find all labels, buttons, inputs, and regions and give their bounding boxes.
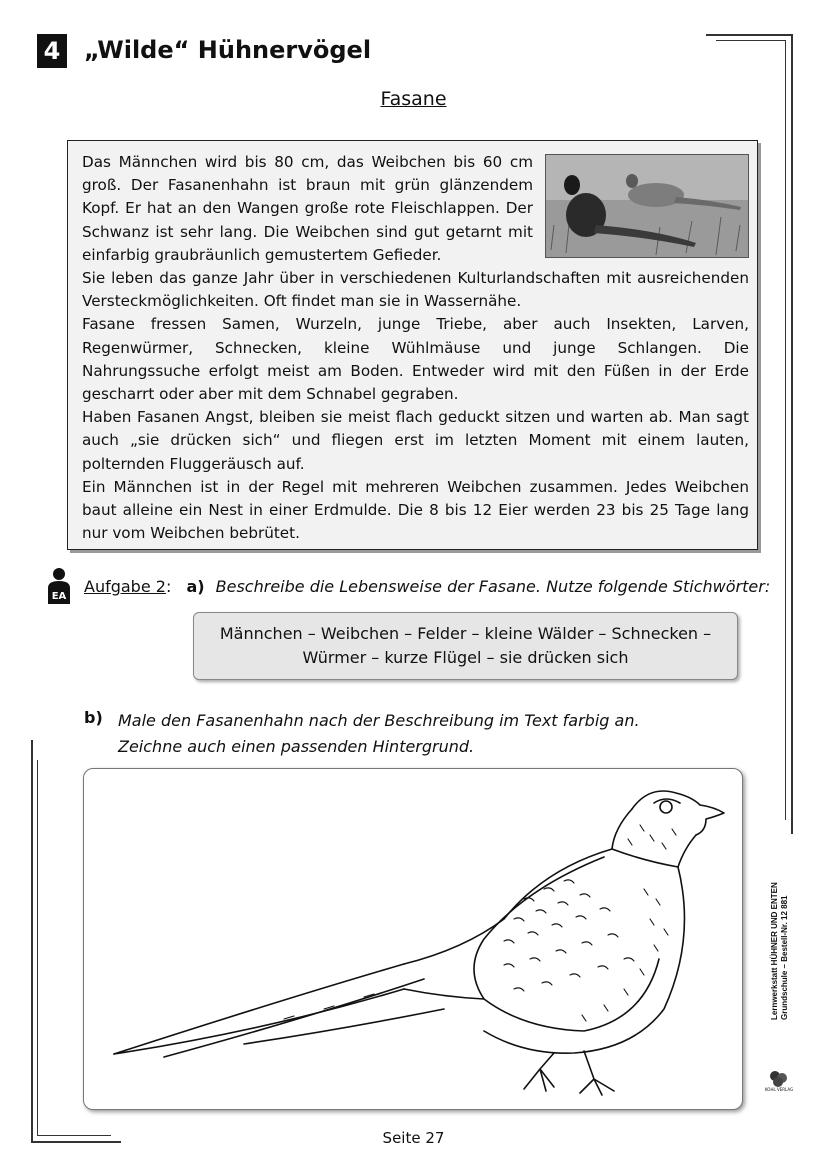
side-credit <box>770 882 790 1020</box>
side-credit-line-2: Grundschule – Bestell-Nr. 12 881 <box>780 895 789 1020</box>
page-number: Seite 27 <box>382 1129 445 1147</box>
info-paragraph-2: Sie leben das ganze Jahr über in verschiedenen Kulturlandschaften mit ausreichenden Versteckmöglichkeiten. Oft findet man sie in Wassernähe. <box>82 269 749 311</box>
task-a-letter: a) <box>186 577 205 596</box>
coloring-area <box>83 768 743 1110</box>
single-work-person-icon <box>44 566 74 606</box>
pheasant-photo-graphic <box>546 155 748 257</box>
task-b-line-2: Zeichne auch einen passenden Hintergrund. <box>118 737 475 756</box>
pheasant-outline-icon <box>84 769 744 1111</box>
task-label: Aufgabe 2 <box>84 577 166 596</box>
frame-line-bottom-left-v <box>31 740 33 1142</box>
frame-line-top-right-h2 <box>716 40 786 41</box>
task-a-text: Beschreibe die Lebensweise der Fasane. Nutze folgende Stichwörter: <box>215 577 771 596</box>
info-paragraph-3: Fasane fressen Samen, Wurzeln, junge Triebe, aber auch Insekten, Larven, Regenwürmer, Schnecken, kleine Wühlmäuse und junge Schlangen. Die Nahrungssuche erfolgt meist am Boden. Entweder wird mit den Füßen in der Erde gescharrt oder aber mit dem Schnabel gegraben. <box>82 315 749 404</box>
publisher-logo-icon <box>764 1068 794 1092</box>
frame-line-bottom-left-v2 <box>37 760 38 1136</box>
task-b-letter: b) <box>84 708 103 727</box>
info-box <box>67 140 758 550</box>
task-a-line <box>84 577 770 596</box>
section-title: Fasane <box>380 88 447 110</box>
chapter-title: „Wilde“ Hühnervögel <box>84 36 372 64</box>
task-label-colon: : <box>165 577 172 596</box>
info-paragraph-5: Ein Männchen ist in der Regel mit mehreren Weibchen zusammen. Jedes Weibchen baut alleine ein Nest in einer Erdmulde. Die 8 bis 12 Eier werden 23 bis 25 Tage lang nur vom Weibchen bebrütet. <box>82 477 749 543</box>
keyword-box <box>193 612 738 680</box>
section-title-wrapper <box>0 88 827 110</box>
frame-line-top-right-h <box>706 34 792 36</box>
info-paragraph-4: Haben Fasanen Angst, bleiben sie meist flach geduckt sitzen und warten ab. Man sagt auch „sie drücken sich“ und fliegen erst im letzten Moment mit einem lauten, polternden Fluggeräusch auf. <box>82 408 749 473</box>
info-text <box>82 151 749 545</box>
side-credit-line-1: Lernwerkstatt HÜHNER UND ENTEN <box>770 882 779 1020</box>
ea-icon-label: EA <box>51 591 67 602</box>
publisher-logo-label: KOHL VERLAG <box>764 1087 794 1092</box>
frame-line-top-right-v <box>791 34 793 834</box>
task-b-line-1: Male den Fasanenhahn nach der Beschreibung im Text farbig an. <box>118 711 640 730</box>
info-paragraph-1: Das Männchen wird bis 80 cm, das Weibchen bis 60 cm groß. Der Fasanenhahn ist braun mit grün glänzendem Kopf. Er hat an den Wangen große rote Fleischlappen. Der Schwanz ist sehr lang. Die Weibchen sind gut getarnt mit einfarbig graubräunlich gemustertem Gefieder. <box>82 153 533 264</box>
task-b-text <box>118 708 640 760</box>
pheasant-photo <box>545 154 749 258</box>
keywords-line-1: Männchen – Weibchen – Felder – kleine Wälder – Schnecken – <box>219 624 712 643</box>
chapter-number-badge: 4 <box>37 34 67 68</box>
keywords-line-2: Würmer – kurze Flügel – sie drücken sich <box>302 648 629 667</box>
frame-line-top-right-v2 <box>785 40 786 820</box>
